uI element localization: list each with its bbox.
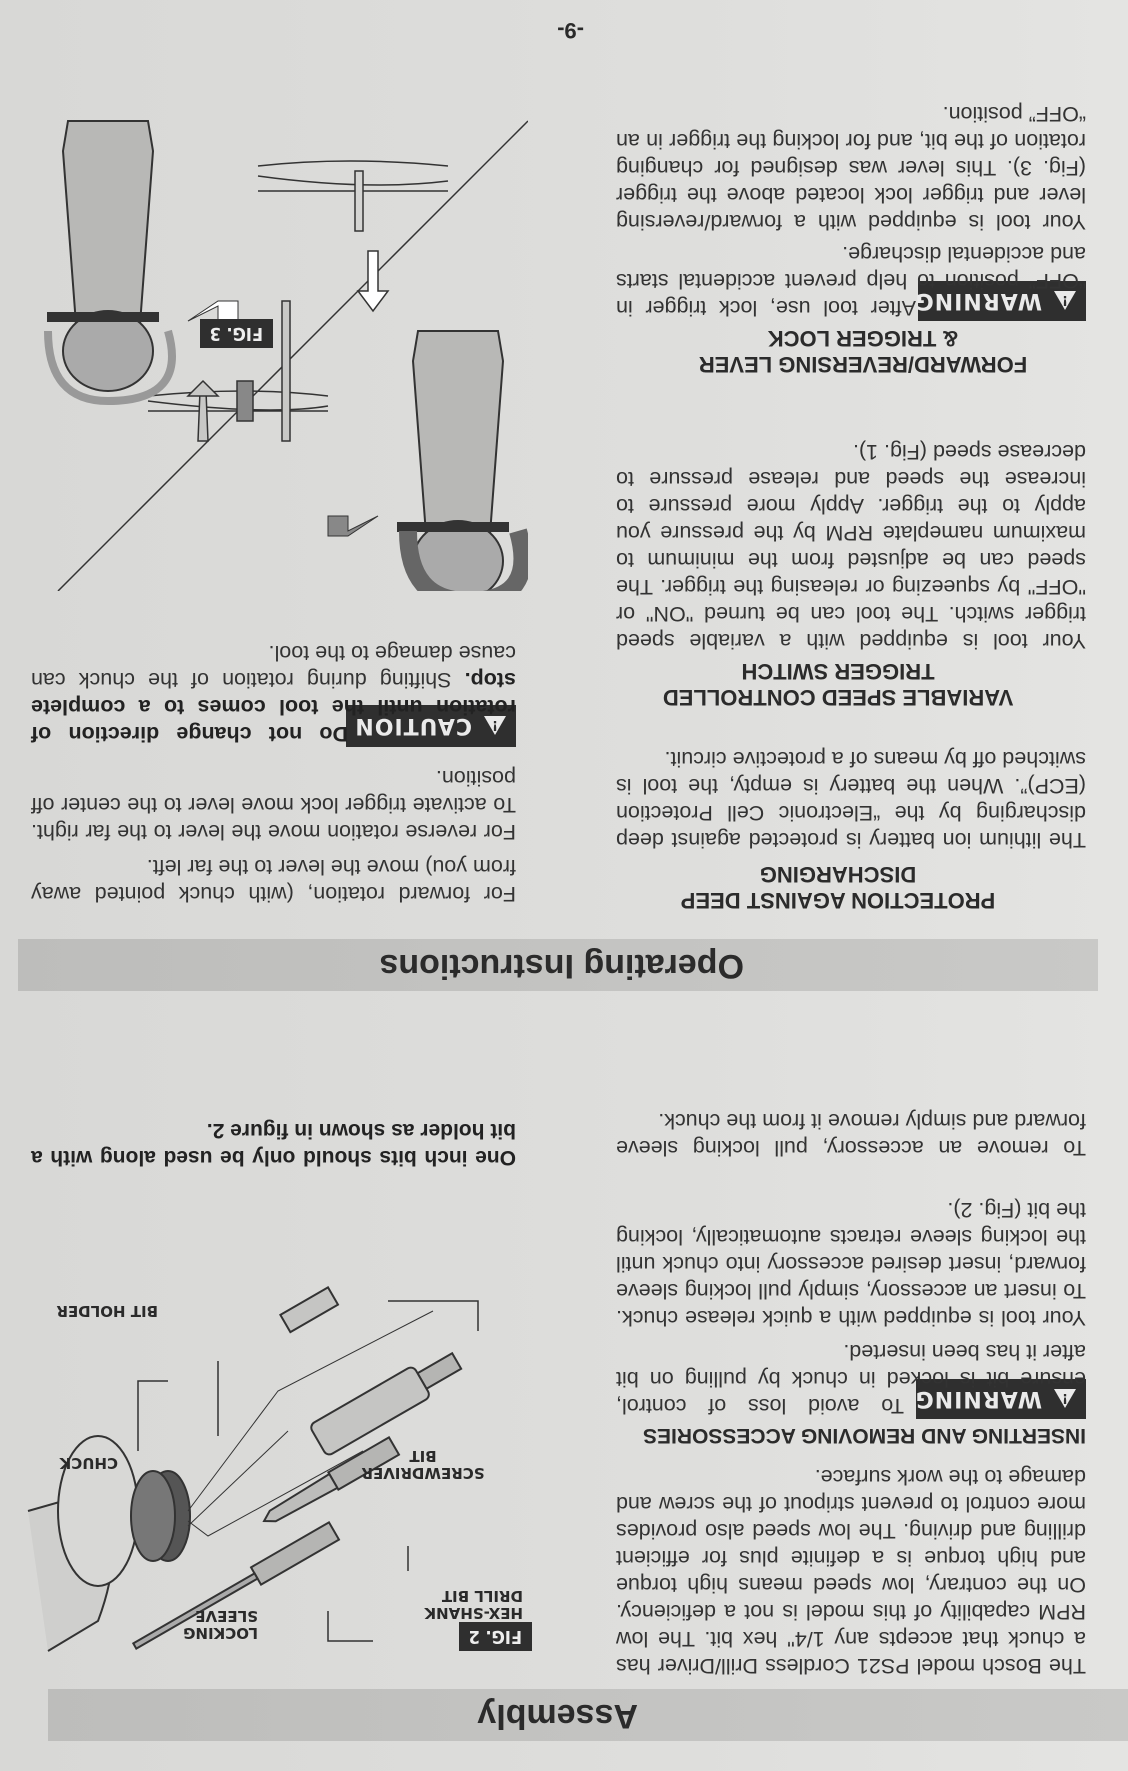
one-inch-bits-note: One inch bits should only be used along with a bit holder as shown in figure 2. [31,1119,516,1169]
caution-label: CAUTION [354,713,472,739]
variable-speed-heading: VARIABLE SPEED CONTROLLED TRIGGER SWITCH [662,659,1014,710]
forward-reversing-heading: FORWARD/REVERSING LEVER & TRIGGER LOCK [698,326,1028,377]
warning-text-accessories: To avoid loss of control, ensure bit is locked in chuck by pulling on bit after it has been inserted. [616,1340,1086,1418]
label-bit-holder: BIT HOLDER [56,1302,158,1320]
fig2-tag: FIG. 2 [459,1622,532,1651]
inserting-heading: INSERTING AND REMOVING ACCESSORIES [643,1424,1086,1447]
label-hex-shank-drill-bit: HEX-SHANK DRILL BIT [424,1587,523,1622]
label-chuck: CHUCK [59,1454,118,1472]
forward-rotation-paragraph: For forward rotation, (with chuck pointed away from you) move the lever to the far left. [31,855,516,906]
caution-text [31,639,516,747]
warning-text-trigger-lock: After tool use, lock trigger in “OFF” position to help prevent accidental starts and accidental discharge. [616,242,1086,320]
assembly-title: Assembly [477,1697,638,1735]
label-locking-sleeve: LOCKING SLEEVE [183,1607,258,1642]
caution-bold-text: Do not change direction of rotation until the tool comes to a complete stop. [31,668,516,746]
forward-reversing-paragraph: Your tool is equipped with a forward/reversing lever and trigger lock located above the trigger (Fig. 3). This lever was designed for changing rotation of the bit, and for locking the trigger in an “OFF” position. [616,102,1086,234]
assembly-intro: The Bosch model PS21 Cordless Drill/Driver has a chuck that accepts any 1/4" hex bit. The low RPM capability of this model is not a deficiency. On the contrary, low speed means high torque and high torque is a definite plus for efficient drilling and driving. The low speed also provides more control to prevent stripout of the screw and damage to the work surface. [616,1465,1086,1678]
insert-paragraph: Your tool is equipped with a quick release chuck. To insert an accessory, simply pull locking sleeve forward, insert desired accessory into chuck until the locking sleeve retracts automatically, locking the bit (Fig. 2). [616,1198,1086,1330]
protection-heading: PROTECTION AGAINST DEEP DISCHARGING [680,862,996,913]
label-screwdriver-bit: SCREWDRIVER BIT [361,1447,485,1482]
remove-paragraph: To remove an accessory, pull locking sleeve forward and simply remove it from the chuck. [616,1109,1086,1160]
protection-paragraph: The lithium ion battery is protected against deep discharging by the “Electronic Cell Protection (ECP)”. When the battery is empty, the tool is switched off by means of a protective circuit. [616,747,1086,852]
page-number: -9- [557,18,584,43]
warning-label: WARNING [914,288,1042,314]
reverse-rotation-paragraph: For reverse rotation move the lever to the far right. To activate trigger lock move lever to the center off position. [31,766,516,844]
variable-speed-paragraph: Your tool is equipped with a variable speed trigger switch. The tool can be turned "ON" or "OFF" by squeezing or releasing the trigger. The speed can be adjusted from the minimum to maximum nameplate RPM by the pressure you apply to the trigger. Apply more pressure to increase the speed and release pressure to decrease speed (Fig. 1). [616,440,1086,653]
warning-label: WARNING [914,1386,1042,1412]
caution-rest-text: Shifting during rotation of the chuck can cause damage to the tool. [31,641,516,692]
fig3-illustration [28,91,528,591]
operating-title: Operating Instructions [379,947,744,985]
fig3-tag: FIG. 3 [200,319,273,348]
